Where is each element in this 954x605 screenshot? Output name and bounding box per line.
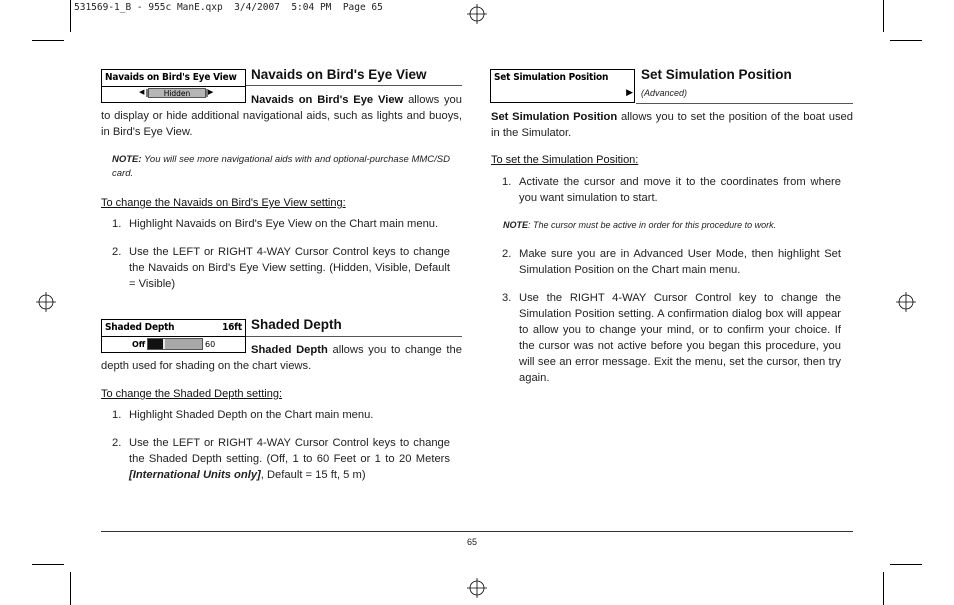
sim-position-procedure-title: To set the Simulation Position: (491, 154, 639, 166)
print-slug: 531569-1_B - 955c ManE.qxp 3/4/2007 5:04 PM Page 65 (74, 2, 383, 13)
step-number: 2. (502, 248, 512, 260)
navaids-intro-rest: allows you to display or hide additional navigational aids, such as lights and buoys, in Bird's Eye View. (101, 94, 463, 138)
navaids-note (112, 153, 450, 181)
navaids-heading-rule (246, 85, 462, 86)
note-label: NOTE: (112, 154, 142, 165)
sim-position-intro (491, 109, 853, 141)
sim-position-subheading: (Advanced) (641, 88, 688, 98)
chevron-left-icon: ◀ (139, 89, 145, 96)
sim-position-step-3 (502, 290, 841, 384)
sim-position-heading-rule (636, 103, 853, 104)
shaded-depth-menu-value: 16ft (222, 322, 242, 333)
slider-max-label: 60 (205, 340, 216, 349)
sim-position-step-2 (502, 246, 841, 278)
sim-position-menu-label: Set Simulation Position (494, 72, 609, 83)
registration-mark-icon (36, 292, 56, 312)
navaids-step-1 (112, 216, 450, 232)
step-number: 1. (112, 218, 122, 230)
sim-position-heading: Set Simulation Position (641, 67, 792, 82)
crop-mark (890, 564, 922, 565)
shaded-depth-intro-rest: allows you to change the depth used for shading on the chart views. (101, 344, 462, 372)
navaids-menu-value: Hidden (163, 89, 191, 98)
navaids-menu-label: Navaids on Bird's Eye View (105, 72, 237, 83)
slider-min-label: Off (132, 340, 146, 349)
sim-position-intro-bold: Set Simulation Position (491, 111, 618, 123)
sim-position-step-1 (502, 174, 841, 206)
step-text: Use the RIGHT 4-WAY Cursor Control key to change the Simulation Position setting. A confirmation dialog box will appear to allow you to change your mind, or to confirm your choice. If the cursor was not active before you began this procedure, you will see an error message. Exit the menu, set the cursor, then try again. (519, 292, 841, 384)
step-number: 1. (502, 176, 512, 188)
crop-mark (32, 40, 64, 41)
shaded-depth-heading: Shaded Depth (251, 317, 342, 332)
shaded-depth-step-1 (112, 407, 450, 423)
sim-position-menu-box (490, 69, 635, 103)
note-text: You will see more navigational aids with and optional-purchase MMC/SD card. (112, 154, 450, 179)
chevron-right-icon: ▶ (626, 87, 633, 97)
navaids-heading: Navaids on Bird's Eye View (251, 67, 427, 82)
step-text (129, 435, 450, 483)
navaids-intro-bold: Navaids on Bird's Eye View (251, 94, 404, 106)
note-text: : The cursor must be active in order for this procedure to work. (528, 220, 777, 230)
crop-mark (32, 564, 64, 565)
step-text: Activate the cursor and move it to the coordinates from where you want simulation to start. (519, 176, 841, 204)
chevron-right-icon: ▶ (208, 89, 214, 96)
step-text: Highlight Navaids on Bird's Eye View on the Chart main menu. (129, 218, 439, 230)
note-label: NOTE (503, 220, 529, 230)
shaded-depth-intro (101, 342, 462, 374)
step-number: 2. (112, 246, 122, 258)
step-text: Highlight Shaded Depth on the Chart main menu. (129, 409, 374, 421)
shaded-depth-heading-rule (246, 336, 462, 337)
shaded-depth-step-2 (112, 435, 450, 483)
navaids-procedure-title: To change the Navaids on Bird's Eye View setting: (101, 197, 346, 209)
navaids-intro (101, 92, 462, 140)
crop-mark (890, 40, 922, 41)
sim-position-note (503, 218, 843, 232)
shaded-depth-menu-label: Shaded Depth (105, 322, 175, 333)
crop-mark (70, 0, 71, 32)
registration-mark-icon (896, 292, 916, 312)
shaded-depth-procedure-title: To change the Shaded Depth setting: (101, 388, 283, 400)
shaded-depth-intro-bold: Shaded Depth (251, 344, 328, 356)
page-number: 65 (467, 537, 478, 547)
crop-mark (70, 572, 71, 605)
registration-mark-icon (467, 4, 487, 24)
sim-position-intro-rest: allows you to set the position of the boat used in the Simulator. (491, 111, 853, 139)
step-text-emphasis: [International Units only] (129, 469, 261, 481)
step-text: Make sure you are in Advanced User Mode, then highlight Set Simulation Position on the Chart main menu. (519, 248, 841, 276)
footer-rule (101, 531, 853, 532)
step-text: Use the LEFT or RIGHT 4-WAY Cursor Control keys to change the Navaids on Bird's Eye View setting. (Hidden, Visible, Default = Visible) (129, 246, 450, 290)
crop-mark (883, 572, 884, 605)
step-text-b: , Default = 15 ft, 5 m) (260, 469, 366, 481)
registration-mark-icon (467, 578, 487, 598)
step-number: 3. (502, 292, 512, 304)
step-text-a: Use the LEFT or RIGHT 4-WAY Cursor Control keys to change the Shaded Depth setting. (Off, 1 to 60 Feet or 1 to 20 Meters (129, 437, 450, 465)
step-number: 1. (112, 409, 122, 421)
crop-mark (883, 0, 884, 32)
navaids-step-2 (112, 244, 450, 292)
step-number: 2. (112, 437, 122, 449)
